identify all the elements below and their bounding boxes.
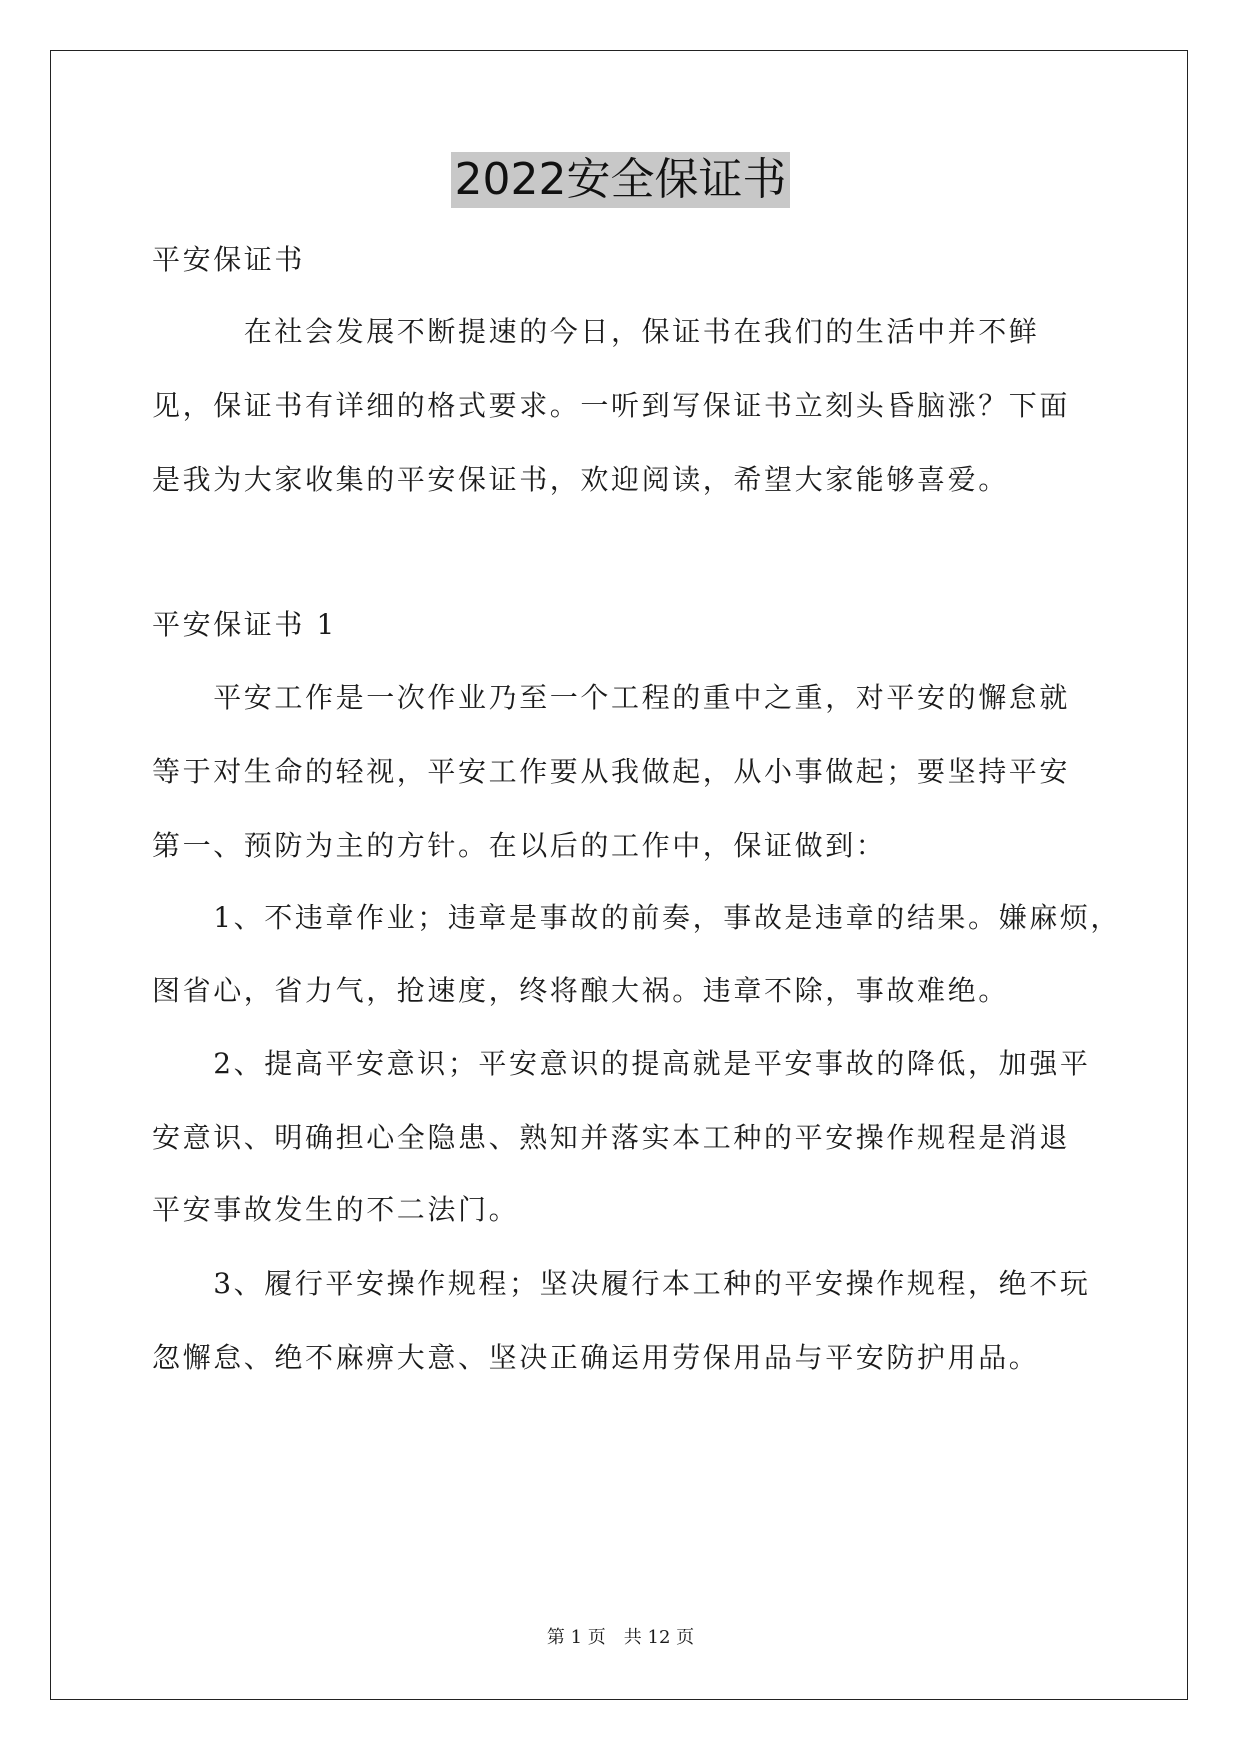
page-footer: 第 1 页 共 12 页: [546, 1627, 695, 1648]
text-line: 平安事故发生的不二法门。: [152, 1193, 520, 1226]
text-line: 第一、预防为主的方针。在以后的工作中，保证做到：: [152, 829, 887, 862]
text-line: 忽懈怠、绝不麻痹大意、坚决正确运用劳保用品与平安防护用品。: [152, 1341, 1040, 1374]
section-heading: 平安保证书 1: [152, 608, 337, 641]
text-line: 2、提高平安意识；平安意识的提高就是平安事故的降低，加强平: [152, 1047, 1091, 1080]
text-line: 是我为大家收集的平安保证书，欢迎阅读，希望大家能够喜爱。: [152, 463, 1009, 496]
text-line: 3、履行平安操作规程；坚决履行本工种的平安操作规程，绝不玩: [152, 1267, 1091, 1300]
document-title: 2022安全保证书: [451, 152, 791, 208]
text-line: 平安工作是一次作业乃至一个工程的重中之重，对平安的懈怠就: [152, 681, 1071, 714]
page-border: [50, 50, 1188, 1700]
text-line: 等于对生命的轻视，平安工作要从我做起，从小事做起；要坚持平安: [152, 755, 1071, 788]
text-line: 见，保证书有详细的格式要求。一听到写保证书立刻头昏脑涨？下面: [152, 389, 1071, 422]
text-line: 1、不违章作业；违章是事故的前奏，事故是违章的结果。嫌麻烦，: [152, 901, 1122, 934]
text-line: 安意识、明确担心全隐患、熟知并落实本工种的平安操作规程是消退: [152, 1121, 1071, 1154]
text-line: 在社会发展不断提速的今日，保证书在我们的生活中并不鲜: [152, 315, 1040, 348]
text-line: 图省心，省力气，抢速度，终将酿大祸。违章不除，事故难绝。: [152, 974, 1009, 1007]
subtitle: 平安保证书: [152, 243, 306, 276]
title-container: [0, 152, 1241, 208]
